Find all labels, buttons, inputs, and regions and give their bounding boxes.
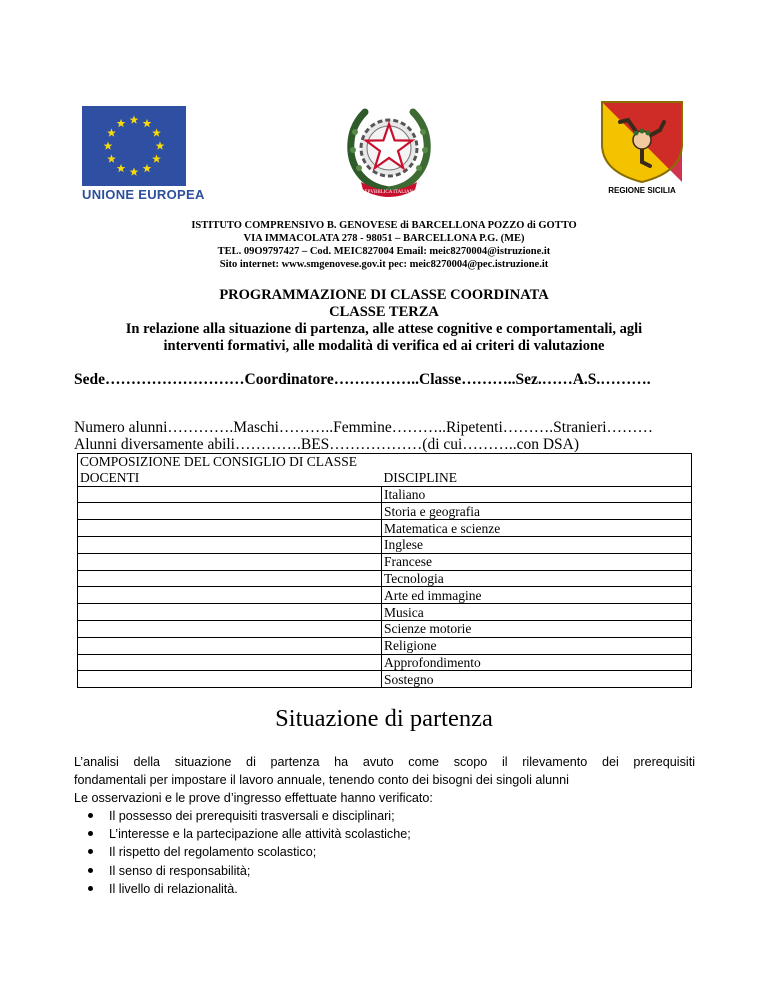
subject-cell: Musica xyxy=(382,604,692,621)
eu-star-icon xyxy=(130,167,139,175)
teacher-cell[interactable] xyxy=(78,520,382,537)
table-row xyxy=(78,486,692,503)
analysis-line-2: fondamentali per impostare il lavoro annuale, tenendo conto dei bisogni dei singoli alunni xyxy=(74,773,569,787)
table-row xyxy=(78,620,692,637)
list-item: Il livello di relazionalità. xyxy=(74,880,411,898)
subject-cell: Arte ed immagine xyxy=(382,587,692,604)
subject-cell: Matematica e scienze xyxy=(382,520,692,537)
col-discipline: DISCIPLINE xyxy=(382,470,692,486)
alunni-disabili-line: Alunni diversamente abili………….BES………………(di cui………..con DSA) xyxy=(74,436,579,453)
eu-star-icon xyxy=(156,141,165,149)
school-website: Sito internet: www.smgenovese.gov.it pec: meic8270004@pec.istruzione.it xyxy=(219,259,549,270)
list-item: Il rispetto del regolamento scolastico; xyxy=(74,843,411,861)
teacher-cell[interactable] xyxy=(78,486,382,503)
council-table xyxy=(77,453,692,688)
teacher-cell[interactable] xyxy=(78,637,382,654)
teacher-cell[interactable] xyxy=(78,620,382,637)
eu-star-icon xyxy=(107,154,116,162)
eu-star-icon xyxy=(130,115,139,123)
numero-alunni-line: Numero alunni………….Maschi………..Femmine………..Ripetenti……….Stranieri……… xyxy=(74,419,654,436)
italian-emblem xyxy=(343,102,435,200)
eu-star-icon xyxy=(152,154,161,162)
table-columns-row xyxy=(78,470,692,486)
subject-cell: Approfondimento xyxy=(382,654,692,671)
teacher-cell[interactable] xyxy=(78,570,382,587)
school-name: ISTITUTO COMPRENSIVO B. GENOVESE di BARCELLONA POZZO di GOTTO xyxy=(191,220,577,231)
teacher-cell[interactable] xyxy=(78,654,382,671)
col-docenti: DOCENTI xyxy=(78,470,382,486)
eu-star-icon xyxy=(117,164,126,172)
eu-star-icon xyxy=(117,119,126,127)
subject-cell: Tecnologia xyxy=(382,570,692,587)
programme-heading xyxy=(0,287,768,355)
programme-class: CLASSE TERZA xyxy=(329,304,439,320)
subject-cell: Inglese xyxy=(382,536,692,553)
teacher-cell[interactable] xyxy=(78,671,382,688)
table-row xyxy=(78,637,692,654)
list-item: L’interesse e la partecipazione alle attività scolastiche; xyxy=(74,825,411,843)
subject-cell: Storia e geografia xyxy=(382,503,692,520)
sicily-logo xyxy=(594,100,690,200)
table-row xyxy=(78,553,692,570)
sicily-logo-text: REGIONE SICILIA xyxy=(608,186,676,195)
table-row xyxy=(78,570,692,587)
eu-star-icon xyxy=(143,119,152,127)
teacher-cell[interactable] xyxy=(78,604,382,621)
table-row xyxy=(78,587,692,604)
table-row xyxy=(78,604,692,621)
eu-flag-icon xyxy=(82,106,186,186)
subject-cell: Religione xyxy=(382,637,692,654)
analysis-paragraph xyxy=(74,753,695,789)
eu-star-icon xyxy=(152,128,161,136)
subject-cell: Italiano xyxy=(382,486,692,503)
programme-subtitle-line2: interventi formativi, alle modalità di verifica ed ai criteri di valutazione xyxy=(163,338,605,354)
council-header: COMPOSIZIONE DEL CONSIGLIO DI CLASSE xyxy=(78,454,692,470)
eu-star-icon xyxy=(107,128,116,136)
section-title: Situazione di partenza xyxy=(275,705,493,732)
verification-list xyxy=(74,807,411,898)
teacher-cell[interactable] xyxy=(78,587,382,604)
table-row xyxy=(78,536,692,553)
list-item: Il possesso dei prerequisiti trasversali e disciplinari; xyxy=(74,807,411,825)
table-row xyxy=(78,503,692,520)
subject-cell: Francese xyxy=(382,553,692,570)
school-address: VIA IMMACOLATA 278 - 98051 – BARCELLONA P.G. (ME) xyxy=(243,233,525,244)
teacher-cell[interactable] xyxy=(78,503,382,520)
school-contacts: TEL. 09O9797427 – Cod. MEIC827004 Email: meic8270004@istruzione.it xyxy=(217,246,551,257)
emblem-ribbon-text: REPVBBLICA ITALIANA xyxy=(361,190,417,195)
eu-logo-text: UNIONE EUROPEA xyxy=(82,187,205,202)
table-header-row xyxy=(78,454,692,470)
list-item: Il senso di responsabilità; xyxy=(74,862,411,880)
programme-title: PROGRAMMAZIONE DI CLASSE COORDINATA xyxy=(219,287,549,303)
table-row xyxy=(78,654,692,671)
trinacria-icon xyxy=(598,100,686,184)
school-header xyxy=(0,219,768,271)
table-row xyxy=(78,671,692,688)
programme-subtitle-line1: In relazione alla situazione di partenza, alle attese cognitive e comportamentali, agli xyxy=(125,321,643,337)
subject-cell: Scienze motorie xyxy=(382,620,692,637)
sede-line: Sede………………………Coordinatore……………..Classe………..Sez.……A.S.………. xyxy=(74,371,651,388)
table-row xyxy=(78,520,692,537)
observations-paragraph: Le osservazioni e le prove d’ingresso effettuate hanno verificato: xyxy=(74,791,433,805)
eu-star-icon xyxy=(143,164,152,172)
teacher-cell[interactable] xyxy=(78,536,382,553)
eu-logo xyxy=(80,104,206,202)
eu-star-icon xyxy=(104,141,113,149)
teacher-cell[interactable] xyxy=(78,553,382,570)
italian-republic-emblem-icon xyxy=(343,102,435,200)
subject-cell: Sostegno xyxy=(382,671,692,688)
analysis-line-1: L’analisi della situazione di partenza ha avuto come scopo il rilevamento dei prerequisiti xyxy=(74,755,695,769)
